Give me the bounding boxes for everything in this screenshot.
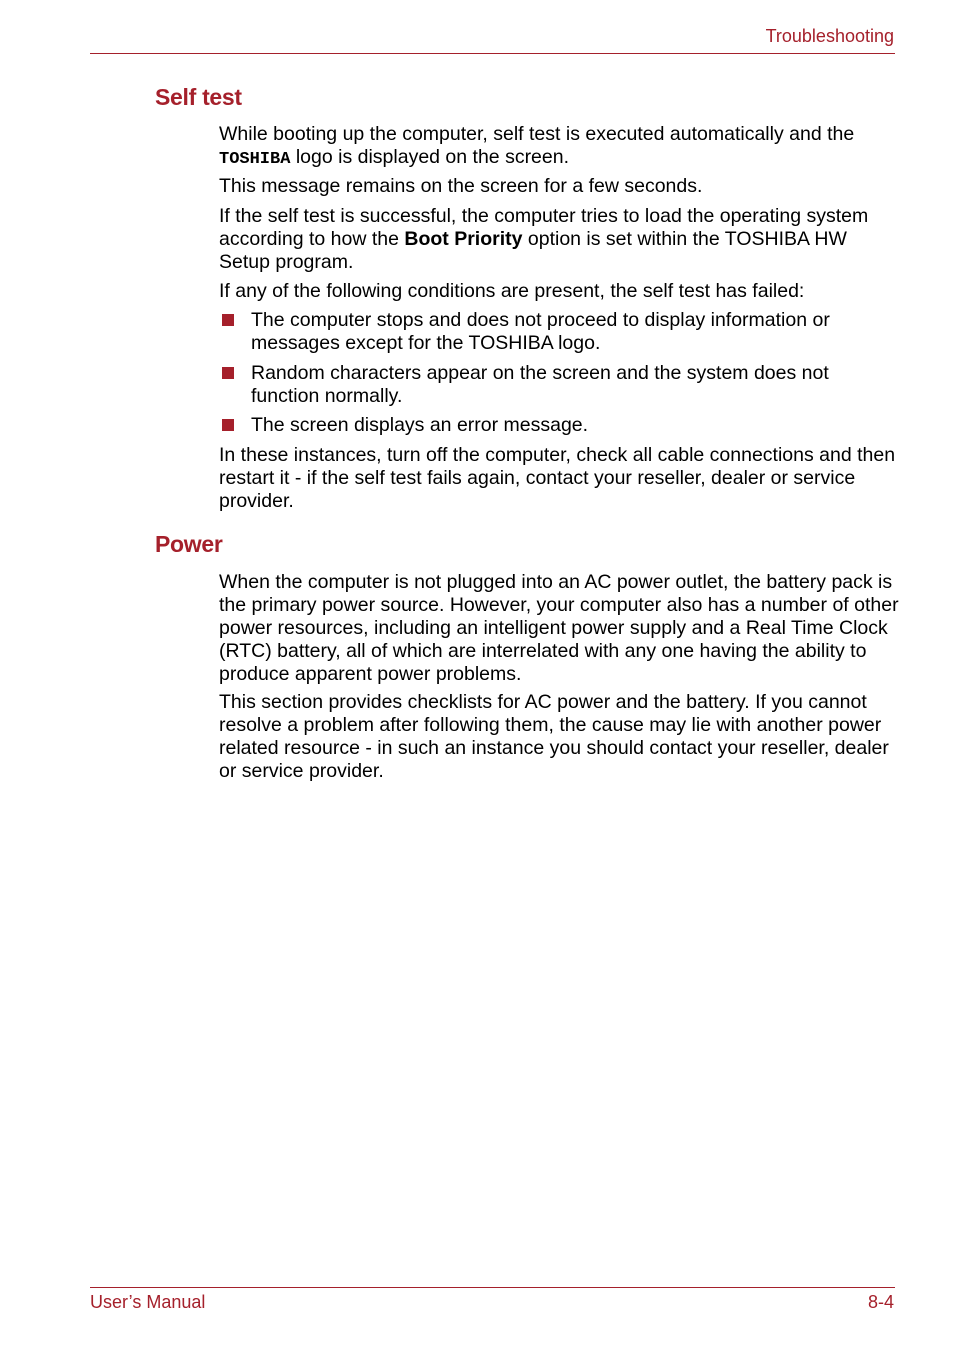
header-rule <box>90 53 895 54</box>
list-item-text: The computer stops and does not proceed to display information or messages except for the TOSHIBA logo. <box>251 309 830 354</box>
list-item-text: Random characters appear on the screen and the system does not function normally. <box>251 362 829 407</box>
self-test-paragraph-5: In these instances, turn off the computer, check all cable connections and then restart it - if the self test fails again, contact your reseller, dealer or service provider. <box>219 444 896 512</box>
footer-manual-title: User’s Manual <box>90 1292 206 1312</box>
self-test-p1-text-a: While booting up the computer, self test is executed automatically and the <box>219 123 855 145</box>
page-number: 8-4 <box>867 1292 894 1312</box>
boot-priority-term: Boot Priority <box>404 228 523 250</box>
section-heading-self-test: Self test <box>155 84 242 110</box>
self-test-paragraph-4: If any of the following conditions are present, the self test has failed: <box>219 280 805 302</box>
self-test-paragraph-1 <box>219 123 899 171</box>
square-bullet-icon <box>222 367 234 379</box>
self-test-p3-text-b: option is set within the TOSHIBA HW Setup program. <box>219 228 847 273</box>
self-test-p1-text-b: logo is displayed on the screen. <box>290 146 570 168</box>
section-heading-power: Power <box>155 531 223 557</box>
self-test-paragraph-3 <box>219 205 899 274</box>
list-item-text: The screen displays an error message. <box>251 414 589 436</box>
power-paragraph-1: When the computer is not plugged into an AC power outlet, the battery pack is the primary power source. However, your computer also has a number of other power resources, including an intelligent power supply and a Real Time Clock (RTC) battery, all of which are interrelated with any one having the ability to produce apparent power problems. <box>219 571 899 685</box>
square-bullet-icon <box>222 314 234 326</box>
running-header: Troubleshooting <box>765 26 894 46</box>
toshiba-brand-text: TOSHIBA <box>219 150 291 169</box>
square-bullet-icon <box>222 419 234 431</box>
footer-rule <box>90 1287 895 1288</box>
power-paragraph-2: This section provides checklists for AC power and the battery. If you cannot resolve a problem after following them, the cause may lie with another power related resource - in such an instance you should contact your reseller, dealer or service provider. <box>219 691 889 782</box>
self-test-paragraph-2: This message remains on the screen for a few seconds. <box>219 175 703 197</box>
self-test-p3-text-a: If the self test is successful, the computer tries to load the operating system according to how the <box>219 205 869 250</box>
